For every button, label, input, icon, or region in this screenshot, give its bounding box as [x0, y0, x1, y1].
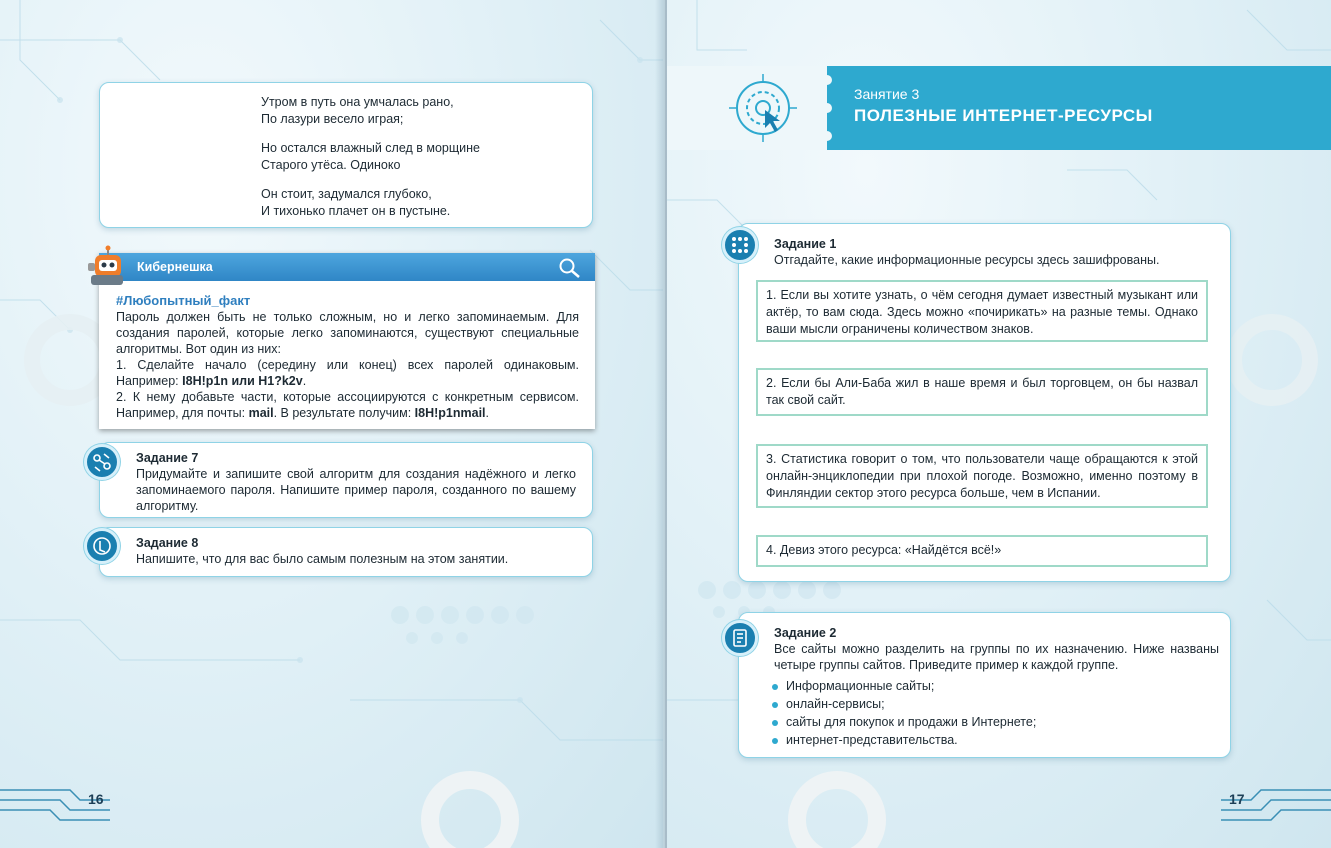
- riddle-box: 2. Если бы Али-Баба жил в наше время и был торговцем, он бы назвал так свой сайт.: [756, 368, 1208, 416]
- fact-box-title: Кибернешка: [137, 260, 213, 274]
- magnifier-icon: [557, 257, 581, 279]
- curious-fact-box: [99, 253, 595, 429]
- poem-line: Он стоит, задумался глубоко,: [261, 187, 432, 201]
- touch-hand-icon: [84, 528, 120, 564]
- task-text: Придумайте и запишите свой алгоритм для создания надёжного и легко запоминаемого пароля. Напишите пример пароля, созданного по вашему алгоритму.: [136, 467, 576, 513]
- fact-tag: #Любопытный_факт: [116, 293, 251, 308]
- left-page: [0, 0, 663, 848]
- right-page: [667, 0, 1331, 848]
- poem-line: И тихонько плачет он в пустыне.: [261, 203, 451, 218]
- list-item: Информационные сайты;: [772, 677, 1219, 695]
- task-2-card: [738, 612, 1231, 758]
- task-text: Все сайты можно разделить на группы по их назначению. Ниже названы четыре группы сайтов. Приведите пример к каждой группе.: [774, 642, 1219, 672]
- site-group-list: [772, 677, 1219, 749]
- task-title: Задание 7: [136, 451, 199, 465]
- service-example: mail: [248, 406, 274, 420]
- list-item: онлайн-сервисы;: [772, 695, 1219, 713]
- page-number: 16: [88, 791, 104, 807]
- robot-mascot-icon: [87, 245, 127, 289]
- fact-paragraph: Пароль должен быть не только сложным, но и легко запоминаемым. Для создания паролей, которые легко запоминаются, существуют специальные алгоритмы. Вот один из них:: [116, 310, 579, 356]
- poem-line: По лазури весело играя;: [261, 111, 404, 126]
- riddle-box: 1. Если вы хотите узнать, о чём сегодня думает известный музыкант или актёр, то вам сюда. Здесь можно «почирикать» на разные темы. Однако ваши мысли ограничены количеством знаков.: [756, 280, 1208, 342]
- task-title: Задание 1: [774, 237, 837, 251]
- poem-line: Утром в путь она умчалась рано,: [261, 95, 454, 109]
- riddle-box: 3. Статистика говорит о том, что пользователи чаще обращаются к этой онлайн-энциклопедии при плохой погоде. Возможно, именно поэтому в Финляндии сектор этого ресурса больше, чем в Испании.: [756, 444, 1208, 508]
- notebook-icon: [722, 620, 758, 656]
- list-item: интернет-представительства.: [772, 731, 1219, 749]
- task-text: Отгадайте, какие информационные ресурсы здесь зашифрованы.: [774, 253, 1160, 267]
- fact-paragraph: 1. Сделайте начало (середину или конец) всех паролей одинаковым. Например: I8H!p1n или H1?k2v.: [116, 358, 579, 388]
- header-notch: [821, 66, 841, 150]
- task-1-card: [738, 223, 1231, 582]
- task-text: Напишите, что для вас было самым полезным на этом занятии.: [136, 552, 509, 566]
- network-icon: [722, 227, 758, 263]
- lesson-label: Занятие 3: [854, 86, 920, 102]
- poem-line: Старого утёса. Одиноко: [261, 157, 401, 172]
- algorithm-icon: [84, 444, 120, 480]
- password-result: I8H!p1nmail: [414, 406, 486, 420]
- poem-line: Но остался влажный след в морщине: [261, 141, 481, 155]
- cursor-gear-icon: [727, 72, 799, 144]
- list-item: сайты для покупок и продажи в Интернете;: [772, 713, 1219, 731]
- lesson-title: ПОЛЕЗНЫЕ ИНТЕРНЕТ-РЕСУРСЫ: [854, 106, 1153, 125]
- poem-card: [99, 82, 593, 228]
- password-example: I8H!p1n или H1?k2v: [182, 374, 303, 388]
- fact-paragraph: 2. К нему добавьте части, которые ассоциируются с конкретным сервисом. Например, для почты: mail. В результате получим: I8H!p1nmail.: [116, 390, 579, 420]
- task-7-card: [99, 442, 593, 518]
- task-title: Задание 8: [136, 536, 199, 550]
- page-number: 17: [1229, 791, 1245, 807]
- lesson-header: [667, 66, 1331, 150]
- riddle-box: 4. Девиз этого ресурса: «Найдётся всё!»: [756, 535, 1208, 567]
- fact-box-header: [99, 253, 595, 281]
- task-8-card: [99, 527, 593, 577]
- task-title: Задание 2: [774, 626, 837, 640]
